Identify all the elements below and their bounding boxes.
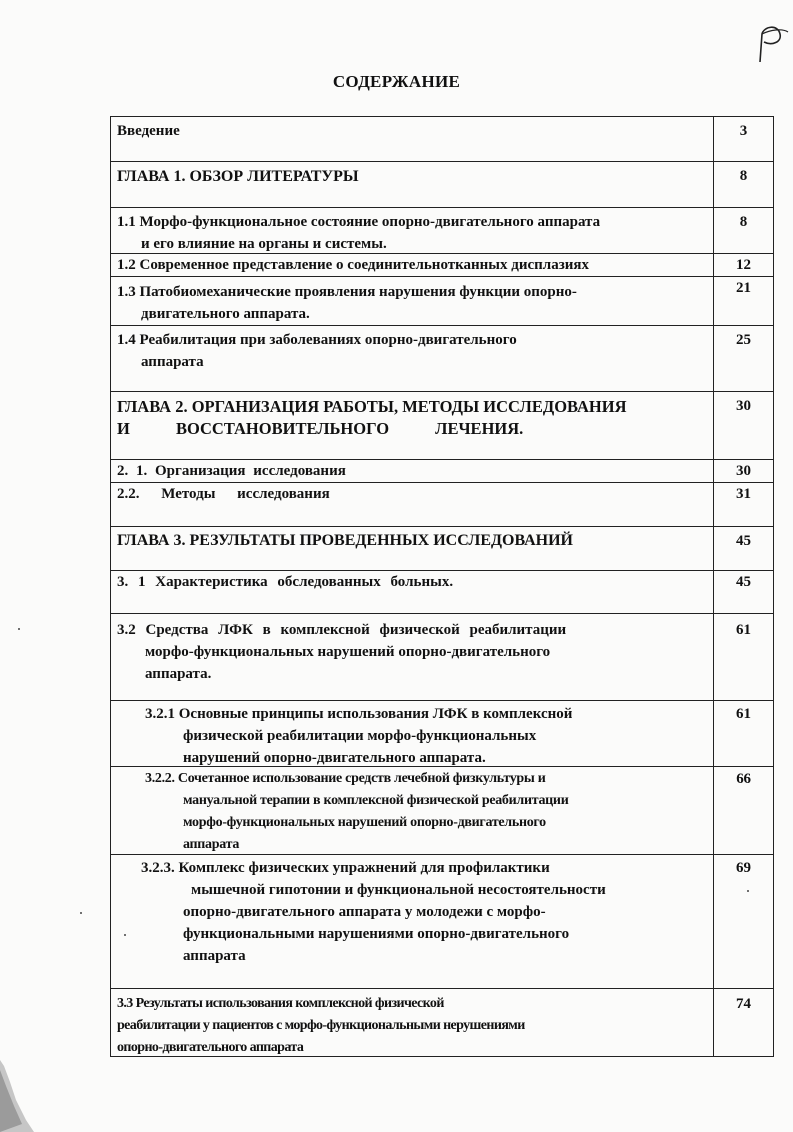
toc-entry-title bbox=[111, 989, 713, 1056]
toc-entry-title: ГЛАВА 3. РЕЗУЛЬТАТЫ ПРОВЕДЕННЫХ ИССЛЕДОВАНИЙ bbox=[117, 532, 573, 549]
toc-entry-page: 69 bbox=[713, 855, 773, 988]
toc-entry-page: 12 bbox=[713, 254, 773, 276]
toc-entry-title bbox=[111, 701, 713, 766]
toc-entry-page: 61 bbox=[713, 701, 773, 766]
toc-entry-line: аппарата bbox=[141, 354, 204, 370]
toc-row bbox=[111, 161, 773, 207]
toc-entry-line: ГЛАВА 2. ОРГАНИЗАЦИЯ РАБОТЫ, МЕТОДЫ ИССЛЕДОВАНИЯ bbox=[117, 397, 627, 416]
toc-entry-line: 3.2.3. Комплекс физических упражнений для профилактики bbox=[141, 860, 550, 876]
toc-row bbox=[111, 459, 773, 482]
toc-entry-title bbox=[111, 855, 713, 988]
toc-entry-page: 8 bbox=[713, 162, 773, 207]
toc-entry-page: 30 bbox=[713, 392, 773, 459]
toc-entry-line: и его влияние на органы и системы. bbox=[141, 236, 387, 252]
toc-entry-line: 1.3 Патобиомеханические проявления нарушения функции опорно- bbox=[117, 284, 577, 300]
toc-entry-title: Введение bbox=[117, 123, 180, 139]
svg-text:р: р bbox=[752, 22, 753, 23]
toc-row bbox=[111, 253, 773, 276]
page-title: СОДЕРЖАНИЕ bbox=[332, 72, 461, 91]
toc-entry-page: 21 bbox=[713, 277, 773, 325]
toc-entry-line: И ВОССТАНОВИТЕЛЬНОГО ЛЕЧЕНИЯ. bbox=[117, 419, 524, 438]
toc-entry-title bbox=[111, 392, 713, 459]
scan-speck bbox=[18, 628, 20, 630]
scan-speck bbox=[124, 934, 126, 936]
toc-entry-line: физической реабилитации морфо-функциональных bbox=[183, 728, 537, 744]
toc-entry-line: мануальной терапии в комплексной физической реабилитации bbox=[183, 793, 569, 808]
toc-entry-title: 3. 1 Характеристика обследованных больных. bbox=[117, 574, 454, 590]
toc-entry-page: 8 bbox=[713, 208, 773, 253]
toc-entry-title: 1.2 Современное представление о соединительнотканных дисплазиях bbox=[117, 257, 590, 273]
toc-entry-page: 25 bbox=[713, 326, 773, 391]
toc-entry-title bbox=[111, 208, 713, 253]
toc-entry-title: ГЛАВА 1. ОБЗОР ЛИТЕРАТУРЫ bbox=[117, 168, 359, 185]
toc-row bbox=[111, 117, 773, 161]
toc-row bbox=[111, 526, 773, 570]
toc-row bbox=[111, 854, 773, 988]
toc-entry-line: морфо-функциональных нарушений опорно-двигательного bbox=[145, 644, 551, 660]
toc-entry-line: 1.1 Морфо-функциональное состояние опорно-двигательного аппарата bbox=[117, 214, 601, 230]
toc-entry-page: 45 bbox=[713, 571, 773, 613]
toc-row bbox=[111, 766, 773, 854]
toc-entry-title bbox=[111, 614, 713, 700]
toc-row bbox=[111, 482, 773, 526]
scan-speck bbox=[747, 890, 749, 892]
toc-entry-title: 2. 1. Организация исследования bbox=[117, 463, 346, 479]
toc-entry-line: опорно-двигательного аппарата bbox=[117, 1040, 304, 1055]
toc-entry-line: аппарата bbox=[183, 948, 246, 964]
toc-entry-title bbox=[111, 326, 713, 391]
toc-entry-line: 3.2.1 Основные принципы использования ЛФК в комплексной bbox=[145, 706, 573, 722]
toc-entry-line: реабилитации у пациентов с морфо-функциональными нерушениями bbox=[117, 1018, 525, 1033]
handwritten-mark bbox=[752, 22, 792, 66]
toc-row bbox=[111, 613, 773, 700]
toc-row bbox=[111, 276, 773, 325]
toc-entry-page: 30 bbox=[713, 460, 773, 482]
toc-entry-line: 3.2 Средства ЛФК в комплексной физической реабилитации bbox=[117, 622, 567, 638]
toc-entry-line: опорно-двигательного аппарата у молодежи с морфо- bbox=[183, 904, 546, 920]
scan-speck bbox=[80, 912, 82, 914]
toc-row bbox=[111, 325, 773, 391]
toc-entry-line: 1.4 Реабилитация при заболеваниях опорно-двигательного bbox=[117, 332, 517, 348]
toc-table bbox=[110, 116, 774, 1057]
toc-entry-page: 74 bbox=[713, 989, 773, 1056]
toc-entry-line: нарушений опорно-двигательного аппарата. bbox=[183, 750, 486, 766]
toc-entry-line: двигательного аппарата. bbox=[141, 306, 310, 322]
toc-entry-line: функциональными нарушениями опорно-двигательного bbox=[183, 926, 570, 942]
scan-edge-shadow bbox=[0, 1060, 34, 1132]
toc-entry-line: мышечной гипотонии и функциональной несостоятельности bbox=[191, 882, 606, 898]
toc-entry-title: 2.2. Методы исследования bbox=[117, 486, 330, 502]
toc-entry-page: 66 bbox=[713, 767, 773, 854]
toc-entry-page: 3 bbox=[713, 117, 773, 161]
toc-entry-page: 45 bbox=[713, 527, 773, 570]
toc-entry-page: 61 bbox=[713, 614, 773, 700]
toc-row bbox=[111, 988, 773, 1056]
toc-entry-line: 3.2.2. Сочетанное использование средств лечебной физкультуры и bbox=[145, 771, 546, 786]
toc-row bbox=[111, 207, 773, 253]
toc-entry-line: аппарата. bbox=[145, 666, 212, 682]
toc-entry-title bbox=[111, 277, 713, 325]
toc-entry-line: морфо-функциональных нарушений опорно-двигательного bbox=[183, 815, 546, 830]
toc-entry-page: 31 bbox=[713, 483, 773, 526]
toc-entry-line: 3.3 Результаты использования комплексной физической bbox=[117, 996, 444, 1011]
toc-row bbox=[111, 391, 773, 459]
toc-entry-line: аппарата bbox=[183, 837, 240, 852]
toc-entry-title bbox=[111, 767, 713, 854]
toc-row bbox=[111, 570, 773, 613]
toc-row bbox=[111, 700, 773, 766]
